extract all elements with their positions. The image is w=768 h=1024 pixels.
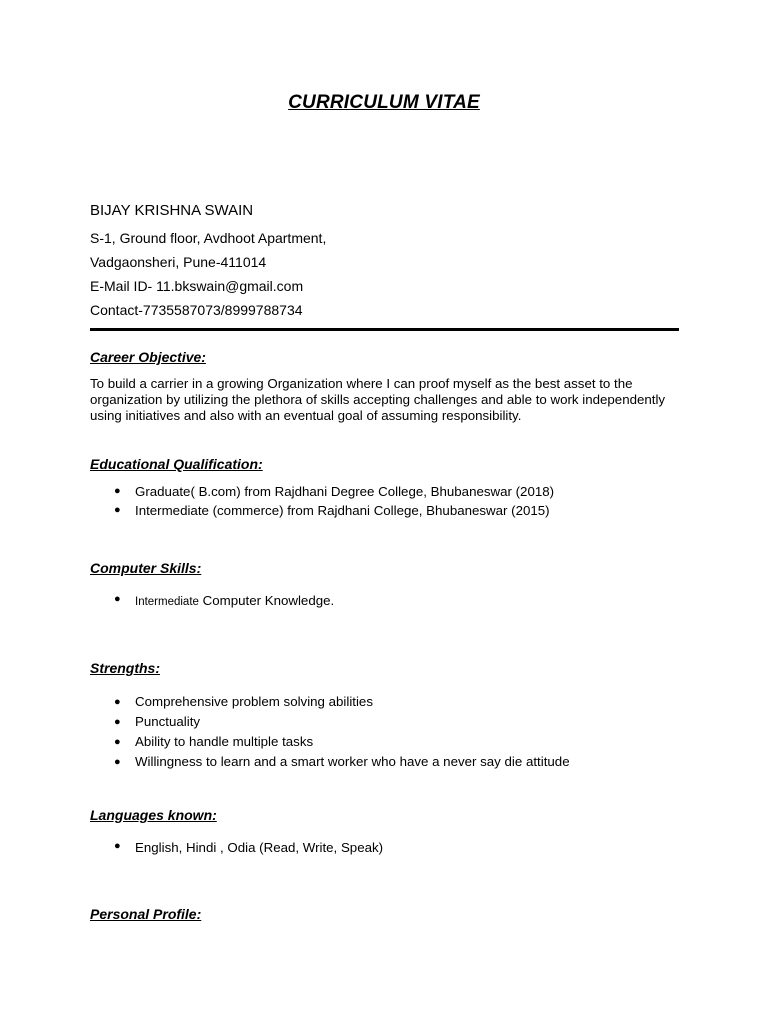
strength-item-3: Ability to handle multiple tasks: [135, 734, 314, 749]
strength-item-4: Willingness to learn and a smart worker who have a never say die attitude: [135, 754, 570, 769]
list-item: [90, 712, 570, 732]
languages-heading: Languages known:: [90, 807, 217, 823]
strength-item-1: Comprehensive problem solving abilities: [135, 694, 373, 709]
divider-rule: [90, 328, 679, 331]
computer-skill-text: Computer Knowledge.: [198, 593, 335, 608]
list-item: [90, 482, 554, 501]
list-item: [90, 593, 334, 608]
list-item: [90, 840, 383, 855]
education-heading: Educational Qualification:: [90, 456, 263, 472]
list-item: [90, 692, 570, 712]
computer-skill-level: Intermediate: [135, 596, 199, 608]
bullet-icon: ●: [114, 716, 121, 728]
email-line: E-Mail ID- 11.bkswain@gmail.com: [90, 278, 304, 294]
education-item-2: Intermediate (commerce) from Rajdhani College, Bhubaneswar (2015): [135, 503, 550, 518]
bullet-icon: ●: [114, 736, 121, 748]
bullet-icon: ●: [114, 696, 121, 708]
address-line-1: S-1, Ground floor, Avdhoot Apartment,: [90, 230, 327, 246]
candidate-name: BIJAY KRISHNA SWAIN: [90, 202, 254, 219]
contact-block: [90, 199, 326, 322]
personal-profile-heading: Personal Profile:: [90, 906, 202, 922]
languages-list: [90, 840, 383, 855]
bullet-icon: ●: [114, 840, 121, 852]
bullet-icon: ●: [114, 756, 121, 768]
list-item: [90, 752, 570, 772]
list-item: [90, 501, 554, 520]
education-list: [90, 482, 554, 520]
computer-skills-heading: Computer Skills:: [90, 560, 202, 576]
strength-item-2: Punctuality: [135, 714, 201, 729]
education-item-1: Graduate( B.com) from Rajdhani Degree College, Bhubaneswar (2018): [135, 484, 555, 499]
bullet-icon: ●: [114, 593, 121, 605]
document-title: CURRICULUM VITAE: [288, 92, 480, 113]
address-line-2: Vadgaonsheri, Pune-411014: [90, 254, 267, 270]
bullet-icon: ●: [114, 485, 121, 497]
phone-line: Contact-7735587073/8999788734: [90, 302, 303, 318]
languages-item-1: English, Hindi , Odia (Read, Write, Speak): [135, 840, 384, 855]
strengths-list: [90, 692, 570, 772]
career-objective-heading: Career Objective:: [90, 349, 206, 365]
list-item: [90, 732, 570, 752]
computer-skills-list: [90, 593, 334, 608]
career-objective-text: To build a carrier in a growing Organization where I can proof myself as the best asset to the organization by utilizing the plethora of skills accepting challenges and able to work independently using initiatives and also with an eventual goal of assuming responsibility.: [90, 376, 666, 423]
bullet-icon: ●: [114, 504, 121, 516]
strengths-heading: Strengths:: [90, 660, 160, 676]
